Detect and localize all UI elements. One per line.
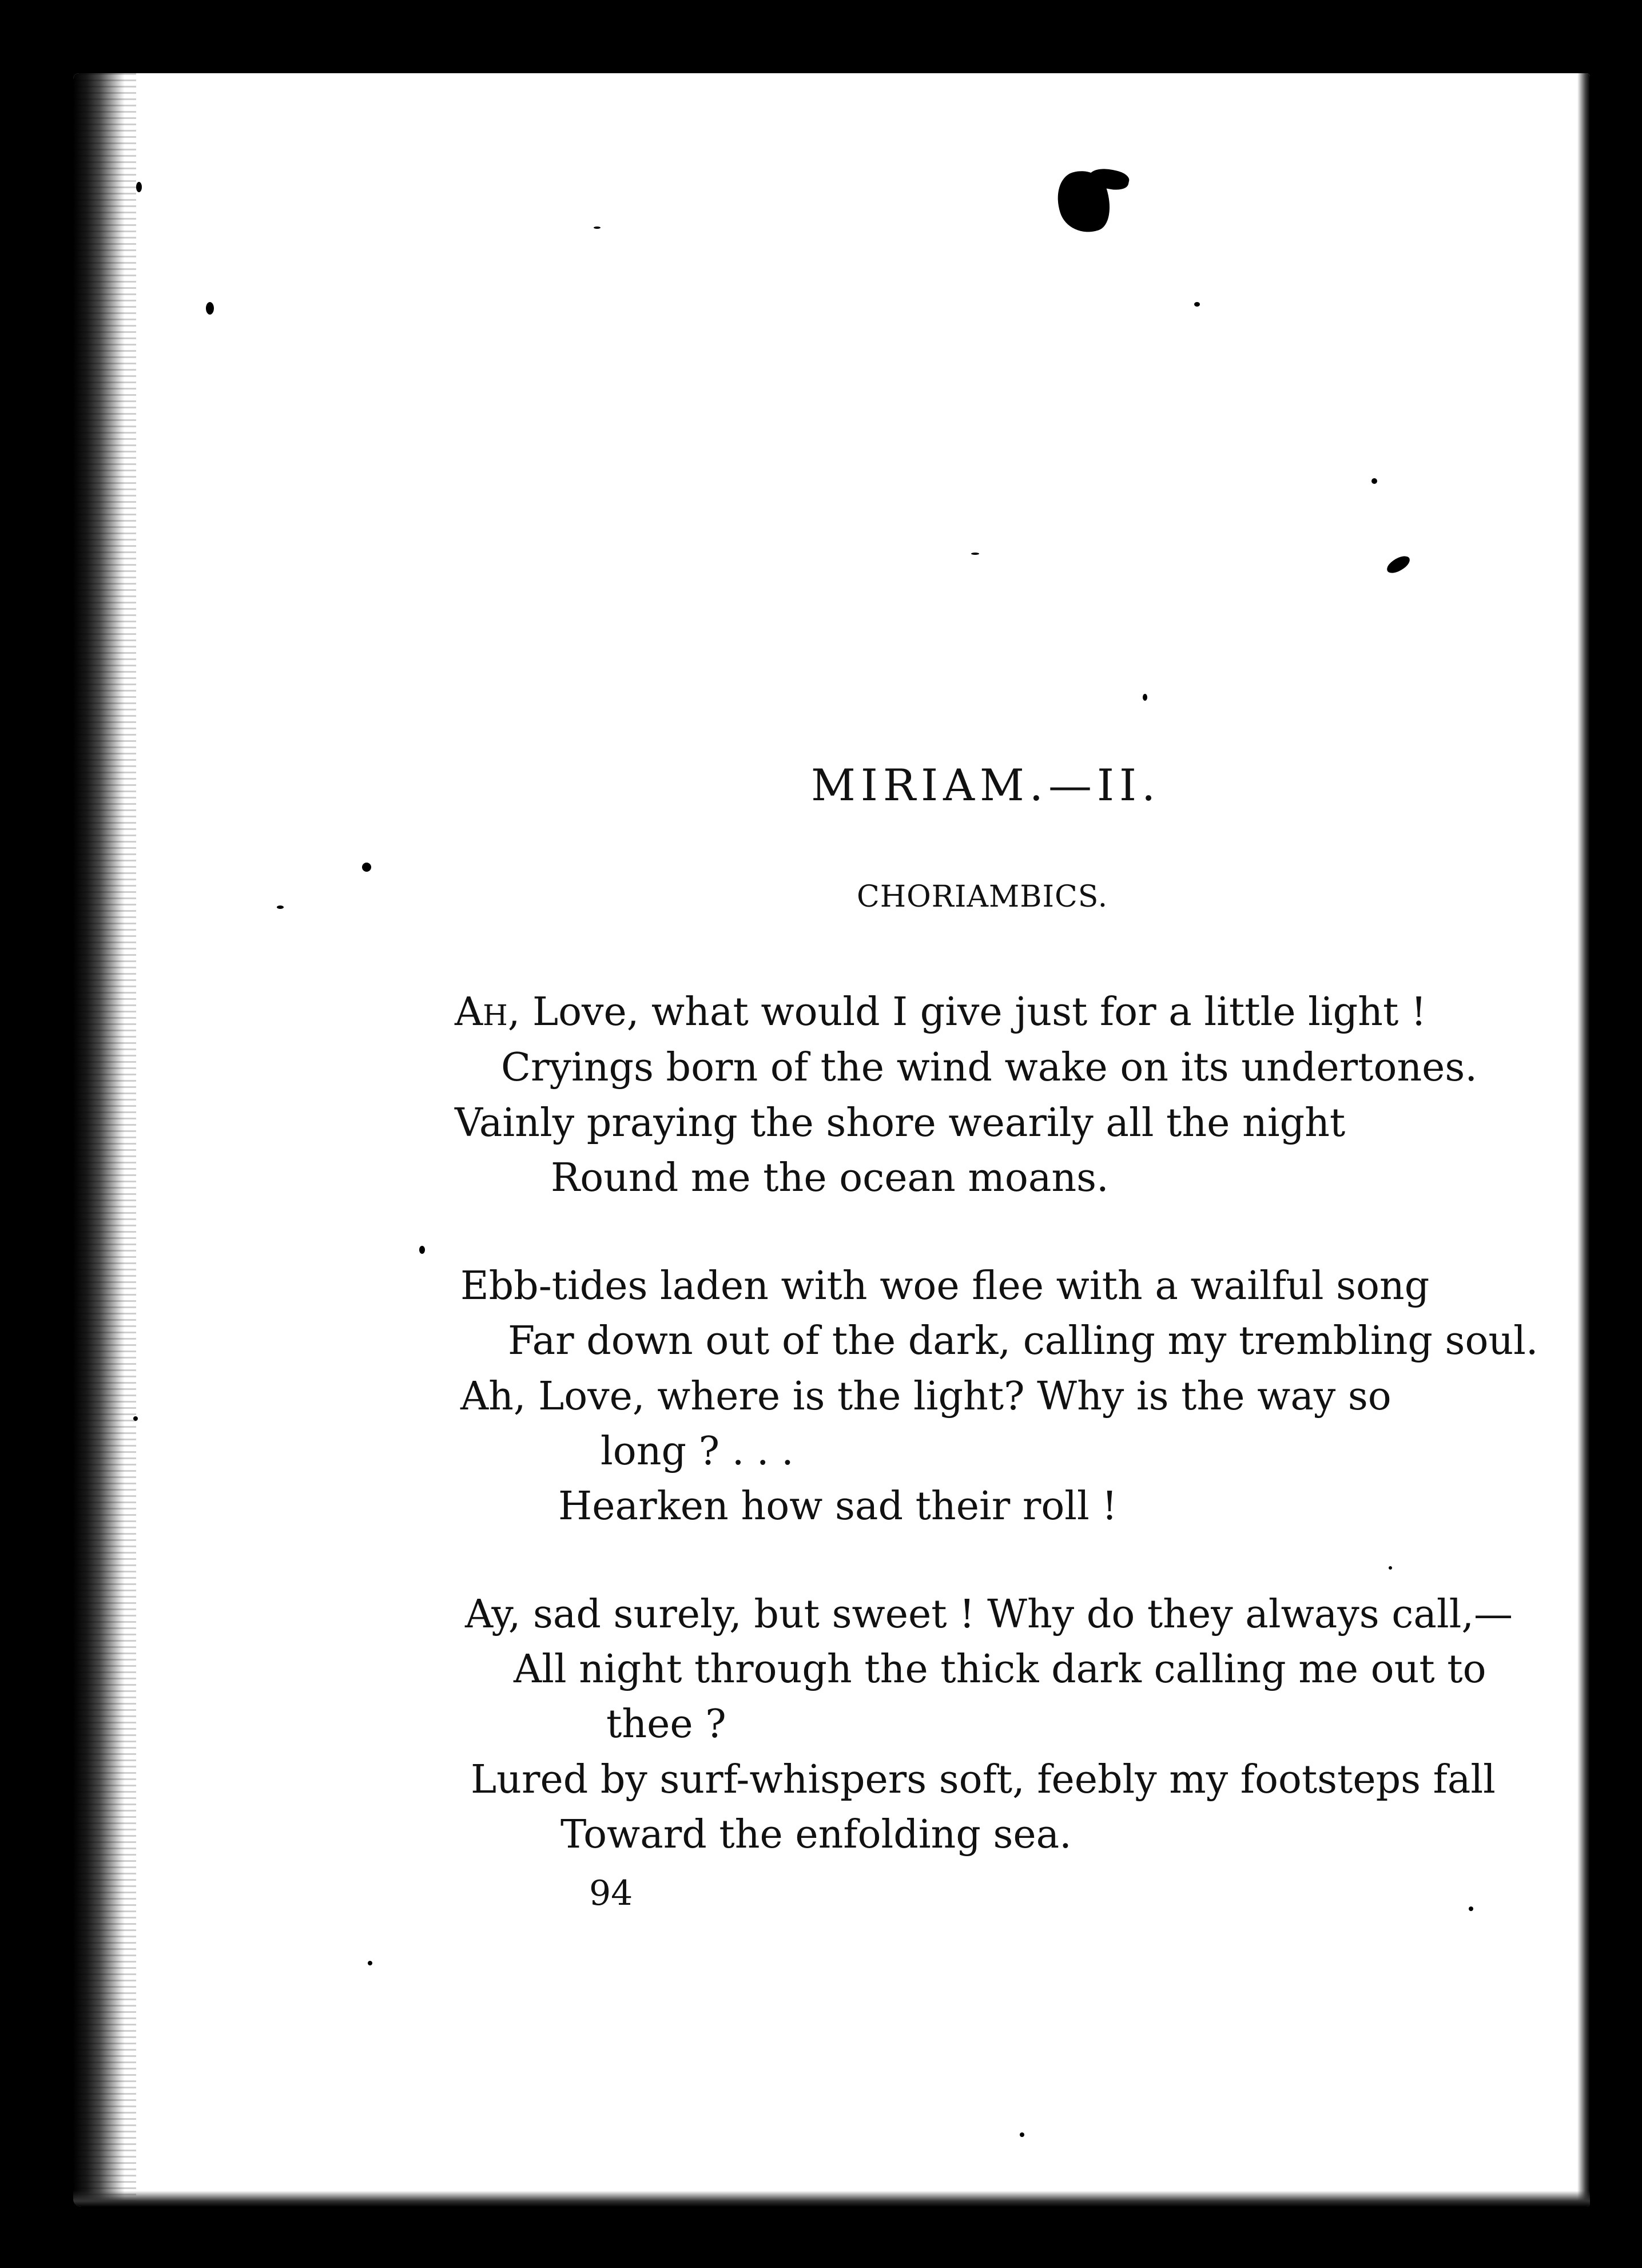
poem-line: Far down out of the dark, calling my trembling soul. — [508, 1318, 1538, 1364]
poem-line: long ? . . . — [601, 1429, 794, 1474]
page-number: 94 — [589, 1873, 633, 1913]
small-caps-text: H — [483, 999, 508, 1032]
dust-speck — [133, 1416, 138, 1421]
poem-line: Round me the ocean moans. — [551, 1155, 1109, 1201]
binding-shadow — [73, 73, 136, 2207]
drop-initial: A — [455, 990, 483, 1035]
poem-line: Lured by surf-whispers soft, feebly my footsteps fall — [471, 1757, 1496, 1802]
ink-mark — [1384, 554, 1412, 575]
dust-speck — [277, 905, 284, 909]
dust-speck — [136, 182, 142, 192]
poem-line: Ebb-tides laden with woe flee with a wailful song — [460, 1264, 1430, 1309]
page-right-edge — [1577, 73, 1590, 2207]
dust-speck — [1389, 1566, 1392, 1570]
poem-line: Ah, Love, where is the light? Why is the way so — [460, 1374, 1391, 1419]
dust-speck — [362, 863, 371, 872]
line-text: , Love, what would I give just for a little light ! — [507, 990, 1427, 1035]
dust-speck — [1143, 694, 1147, 701]
poem-title: MIRIAM.—II. — [811, 760, 1161, 811]
poem-line — [455, 990, 1427, 1035]
dust-speck — [1469, 1906, 1473, 1911]
dust-speck — [1371, 478, 1377, 484]
poem-line: Toward the enfolding sea. — [560, 1812, 1072, 1857]
poem-line: Ay, sad surely, but sweet ! Why do they always call,— — [465, 1592, 1513, 1637]
dust-speck — [1020, 2132, 1024, 2137]
poem-subtitle: CHORIAMBICS. — [857, 880, 1108, 914]
poem-line: Cryings born of the wind wake on its undertones. — [501, 1045, 1477, 1090]
dust-speck — [419, 1246, 425, 1254]
page-bottom-edge — [73, 2191, 1590, 2207]
dust-speck — [594, 227, 601, 229]
poem-line: Vainly praying the shore wearily all the night — [455, 1101, 1346, 1146]
dust-speck — [206, 302, 214, 315]
poem-line: All night through the thick dark calling me out to — [514, 1647, 1486, 1692]
poem-line: thee ? — [606, 1702, 726, 1747]
paper-sheet — [73, 73, 1590, 2207]
poem-line: Hearken how sad their roll ! — [558, 1484, 1118, 1529]
dust-speck — [971, 553, 979, 555]
dust-speck — [1194, 302, 1200, 307]
dust-speck — [368, 1961, 372, 1965]
